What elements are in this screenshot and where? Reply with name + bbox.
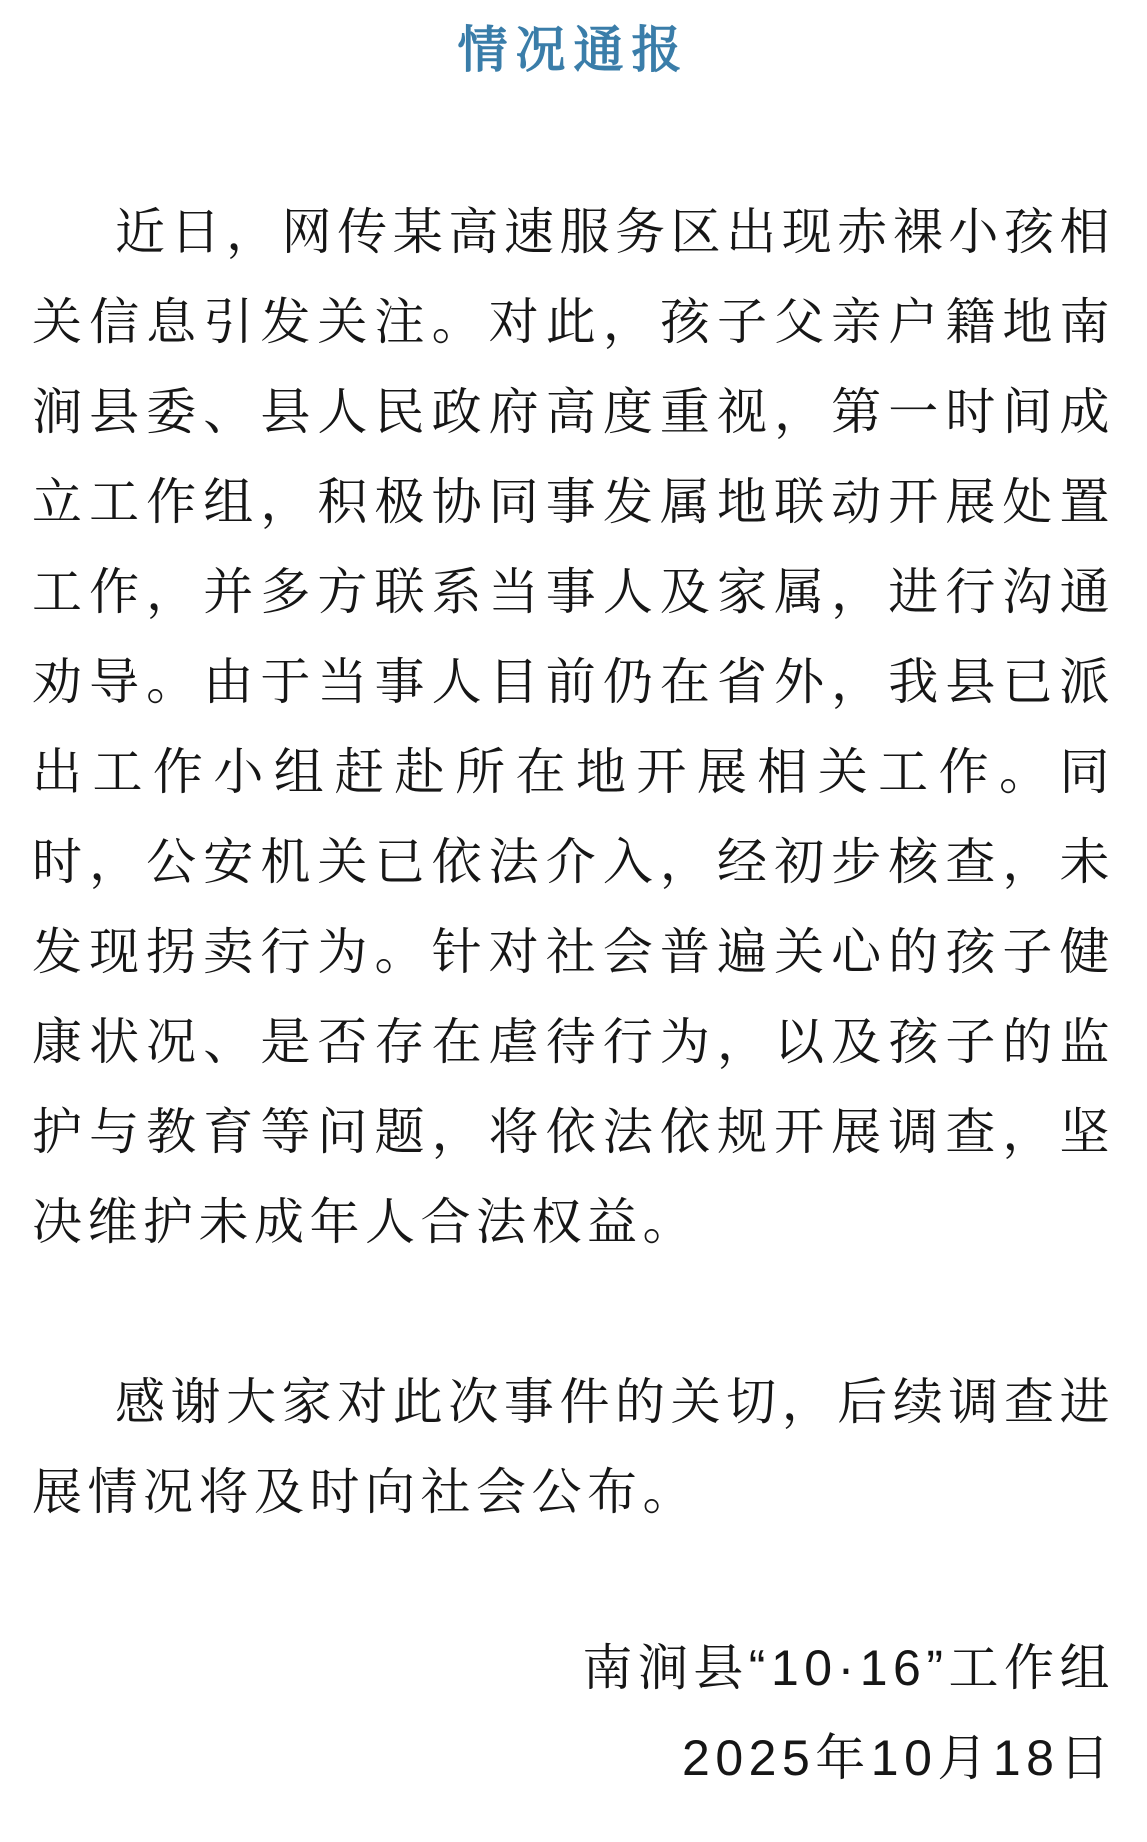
signature-date: 2025年10月18日 xyxy=(682,1730,1115,1786)
notice-paragraph-closing: 感谢大家对此次事件的关切，后续调查进展情况将及时向社会公布。 xyxy=(32,1374,1115,1520)
notice-paragraph-main: 近日，网传某高速服务区出现赤裸小孩相关信息引发关注。对此，孩子父亲户籍地南涧县委、县人民政府高度重视，第一时间成立工作组，积极协同事发属地联动开展处置工作，并多方联系当事人及家属，进行沟通劝导。由于当事人目前仍在省外，我县已派出工作小组赶赴所在地开展相关工作。同时，公安机关已依法介入，经初步核查，未发现拐卖行为。针对社会普遍关心的孩子健康状况、是否存在虐待行为，以及孩子的监护与教育等问题，将依法依规开展调查，坚决维护未成年人合法权益。 xyxy=(32,204,1115,1250)
notice-body xyxy=(32,187,1115,1803)
signature-issuer: 南涧县“10·16”工作组 xyxy=(582,1640,1115,1696)
signature-block xyxy=(32,1623,1115,1803)
page-title: 情况通报 xyxy=(457,22,690,78)
